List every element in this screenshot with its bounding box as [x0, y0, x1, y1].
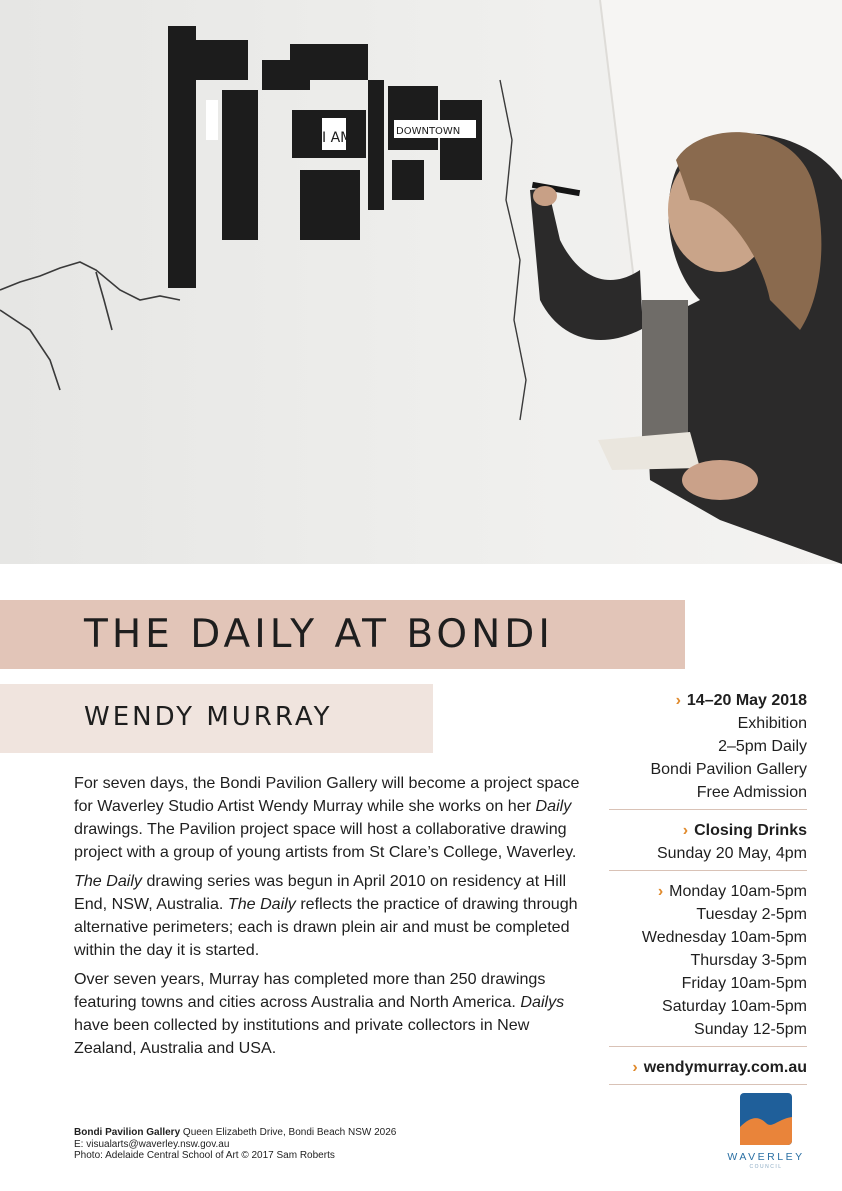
p2-emphasis-1: The Daily — [74, 872, 142, 890]
paragraph-1 — [74, 772, 584, 864]
paragraph-2 — [74, 870, 584, 962]
footer-credits — [74, 1127, 396, 1162]
website-link[interactable]: wendymurray.com.au — [643, 1059, 807, 1076]
p2-text-end: reflects the practice of drawing through alternative perimeters; each is drawn plein air and must be completed within the day it is started. — [74, 895, 578, 959]
photo-credit: Photo: Adelaide Central School of Art © 2017 Sam Roberts — [74, 1150, 335, 1161]
exhibition-title: THE DAILY AT BONDI — [84, 612, 554, 657]
paragraph-3 — [74, 968, 584, 1060]
hours-line — [609, 880, 807, 903]
detail-line: Free Admission — [696, 784, 807, 801]
p3-emphasis: Dailys — [520, 993, 565, 1011]
opening-hours-block — [609, 880, 807, 1047]
hours-friday: Friday 10am-5pm — [681, 975, 807, 992]
chevron-right-icon: › — [682, 822, 689, 839]
logo-wordmark: WAVERLEY — [727, 1151, 805, 1163]
hero-photo — [0, 0, 842, 564]
p1-text-end: drawings. The Pavilion project space will host a collaborative drawing project with a group of young artists from St Clare’s College, Waverley. — [74, 820, 577, 861]
exhibition-dates: 14–20 May 2018 — [686, 692, 807, 709]
hours-tuesday: Tuesday 2-5pm — [696, 906, 807, 923]
event-details — [609, 689, 807, 1094]
website-line[interactable] — [609, 1056, 807, 1079]
p2-emphasis-2: The Daily — [227, 895, 296, 913]
wall-text-i-am: I AM — [322, 130, 353, 146]
closing-title-line — [609, 819, 807, 842]
closing-title: Closing Drinks — [694, 822, 807, 839]
exhibition-dates-block — [609, 689, 807, 810]
logo-subtext: COUNCIL — [749, 1164, 783, 1170]
artist-band — [0, 684, 433, 753]
artist-name: WENDY MURRAY — [84, 702, 333, 732]
chevron-right-icon: › — [675, 692, 681, 709]
detail-line: Exhibition — [737, 715, 807, 732]
detail-line: Bondi Pavilion Gallery — [650, 761, 807, 778]
wall-text-downtown: DOWNTOWN — [396, 126, 461, 137]
hours-thursday: Thursday 3-5pm — [690, 952, 807, 969]
venue-name: Bondi Pavilion Gallery — [74, 1127, 181, 1138]
hours-monday: Monday 10am-5pm — [669, 883, 807, 900]
hours-sunday: Sunday 12-5pm — [694, 1021, 807, 1038]
chevron-right-icon: › — [632, 1059, 638, 1076]
hours-saturday: Saturday 10am-5pm — [662, 998, 807, 1015]
dates-line — [609, 689, 807, 712]
detail-line: 2–5pm Daily — [718, 738, 807, 755]
p3-text: Over seven years, Murray has completed more than 250 drawings featuring towns and cities across Australia and North America. — [74, 970, 546, 1011]
closing-drinks-block — [609, 819, 807, 871]
description — [74, 772, 584, 1066]
p2-text: drawing series was begun in April 2010 on residency at Hill End, NSW, Australia. — [74, 872, 567, 913]
artist-drawing-photo — [0, 0, 842, 564]
p3-text-end: have been collected by institutions and private collectors in New Zealand, Australia and USA. — [74, 1016, 530, 1057]
p1-emphasis: Daily — [535, 797, 572, 815]
venue-address: Queen Elizabeth Drive, Bondi Beach NSW 2026 — [180, 1127, 397, 1138]
title-band — [0, 600, 685, 669]
waverley-logo-icon — [726, 1093, 806, 1149]
closing-time: Sunday 20 May, 4pm — [656, 845, 807, 862]
chevron-right-icon: › — [657, 883, 664, 900]
p1-text: For seven days, the Bondi Pavilion Gallery will become a project space for Waverley Studio Artist Wendy Murray while she works on her — [74, 774, 580, 815]
venue-line — [74, 1127, 396, 1139]
hours-wednesday: Wednesday 10am-5pm — [641, 929, 807, 946]
waverley-council-logo — [726, 1093, 806, 1171]
email-line[interactable]: E: visualarts@waverley.nsw.gov.au — [74, 1138, 230, 1150]
website-block — [609, 1056, 807, 1085]
